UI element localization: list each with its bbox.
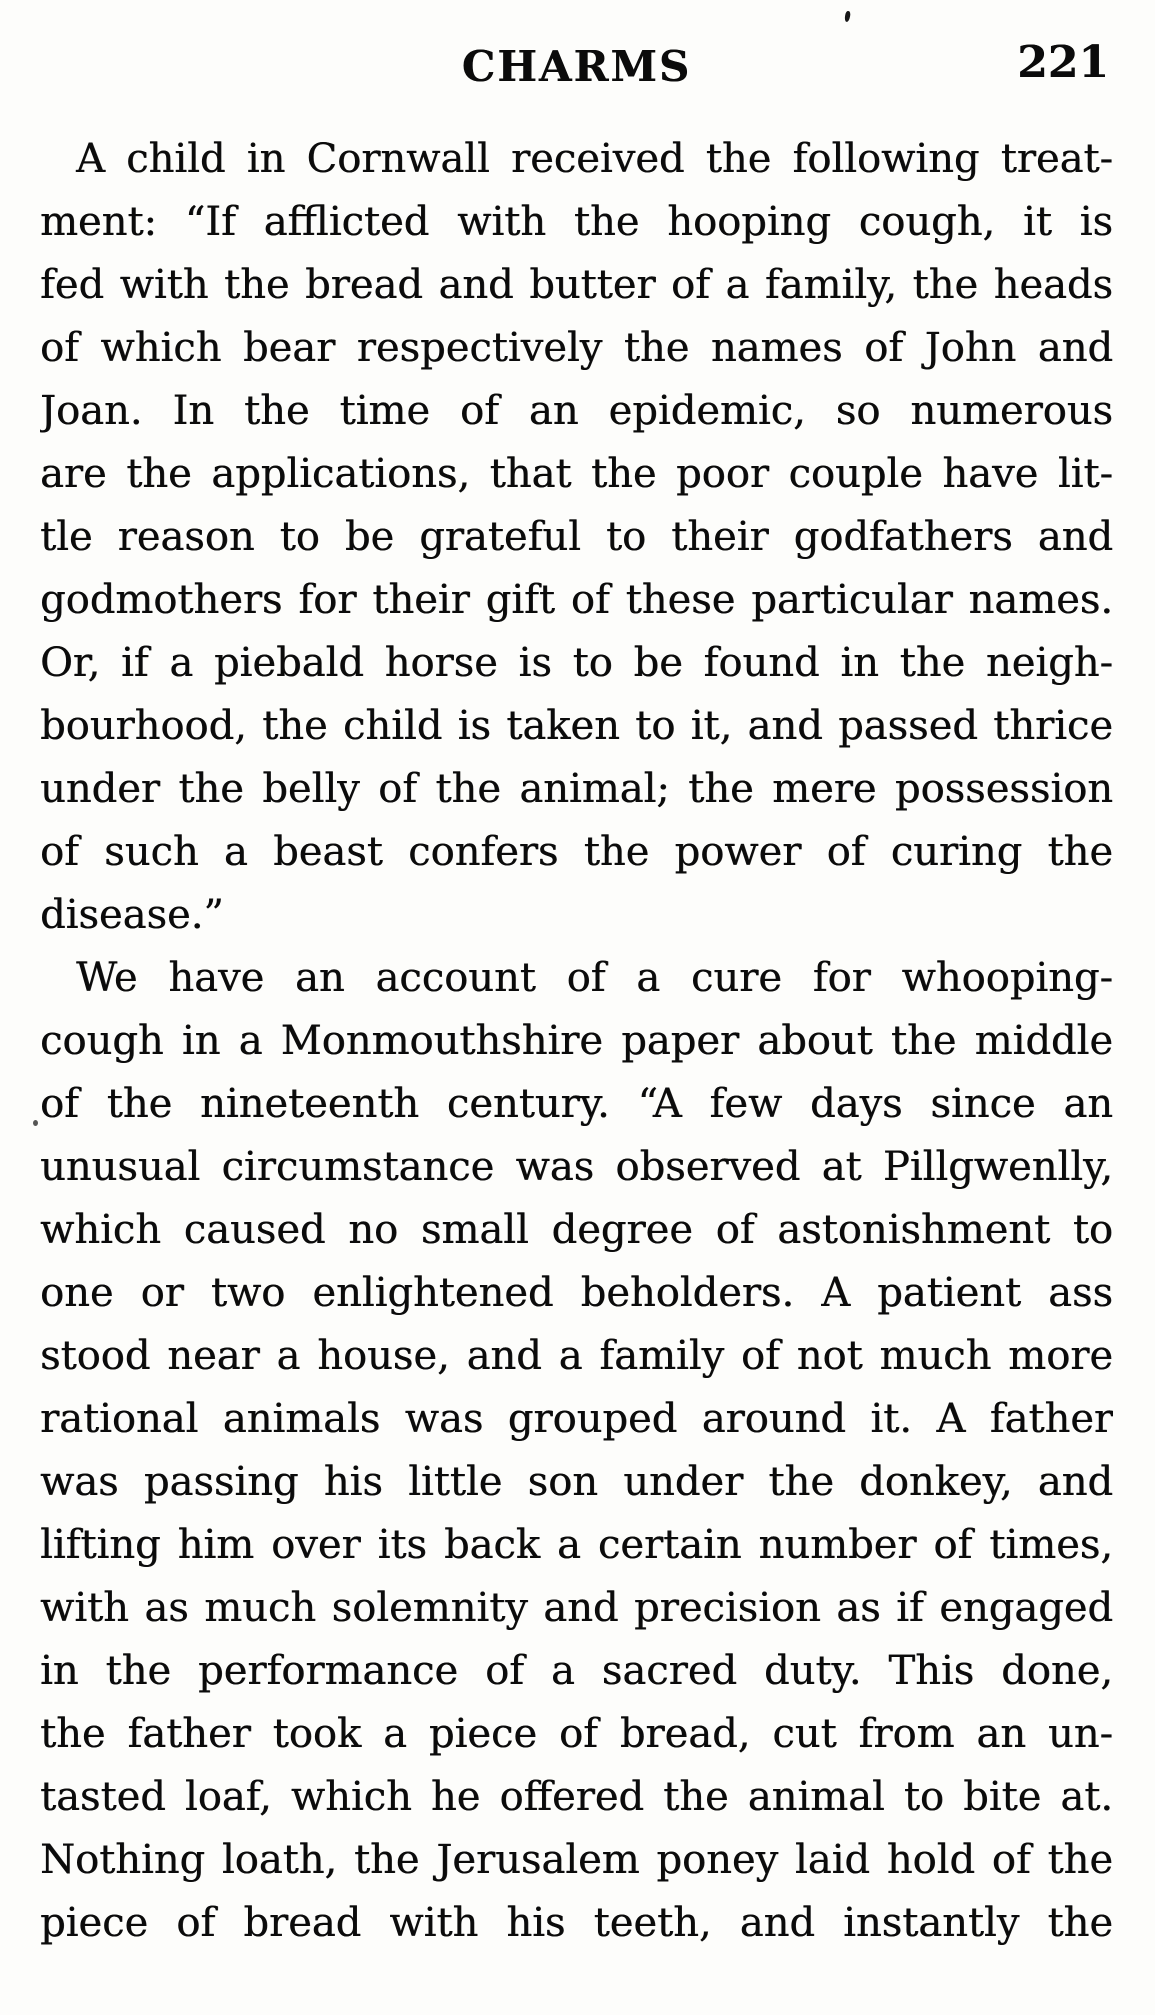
text-line: was passing his little son under the donkey, and: [40, 1459, 1113, 1505]
text-line: in the performance of a sacred duty. This done,: [40, 1648, 1113, 1694]
text-line: A child in Cornwall received the following treat-: [76, 136, 1113, 182]
text-line: are the applications, that the poor couple have lit-: [40, 451, 1113, 497]
text-line: We have an account of a cure for whooping-: [76, 955, 1113, 1001]
text-line: disease.”: [40, 892, 224, 938]
text-line: of such a beast confers the power of curing the: [40, 829, 1113, 875]
paragraph-2: [40, 947, 1113, 1955]
page-header: [40, 0, 1113, 90]
text-line: Or, if a piebald horse is to be found in the neigh-: [40, 640, 1113, 686]
text-line: piece of bread with his teeth, and instantly the: [40, 1900, 1113, 1946]
text-line: tasted loaf, which he offered the animal to bite at.: [40, 1774, 1113, 1820]
text-line: of which bear respectively the names of John and: [40, 325, 1113, 371]
text-line: one or two enlightened beholders. A patient ass: [40, 1270, 1113, 1316]
text-line: fed with the bread and butter of a family, the heads: [40, 262, 1113, 308]
text-line: stood near a house, and a family of not much more: [40, 1333, 1113, 1379]
text-line: the father took a piece of bread, cut from an un-: [40, 1711, 1113, 1757]
ink-speck-mark: [33, 1120, 38, 1126]
text-line: unusual circumstance was observed at Pillgwenlly,: [40, 1144, 1113, 1190]
paragraph-1: [40, 128, 1113, 947]
page-body: [40, 128, 1113, 1955]
text-line: which caused no small degree of astonishment to: [40, 1207, 1113, 1253]
text-line: Joan. In the time of an epidemic, so numerous: [40, 388, 1113, 434]
text-line: bourhood, the child is taken to it, and passed thrice: [40, 703, 1113, 749]
text-line: Nothing loath, the Jerusalem poney laid hold of the: [40, 1837, 1113, 1883]
text-line: cough in a Monmouthshire paper about the middle: [40, 1018, 1113, 1064]
text-line: rational animals was grouped around it. A father: [40, 1396, 1113, 1442]
running-title: CHARMS: [461, 42, 692, 91]
text-line: ment: “If afflicted with the hooping cough, it is: [40, 199, 1113, 245]
page-number: 221: [1017, 37, 1109, 88]
text-line: of the nineteenth century. “A few days since an: [40, 1081, 1113, 1127]
text-line: lifting him over its back a certain number of times,: [40, 1522, 1113, 1568]
text-line: with as much solemnity and precision as if engaged: [40, 1585, 1113, 1631]
text-line: godmothers for their gift of these particular names.: [40, 577, 1113, 623]
text-line: under the belly of the animal; the mere possession: [40, 766, 1113, 812]
text-line: tle reason to be grateful to their godfathers and: [40, 514, 1113, 560]
